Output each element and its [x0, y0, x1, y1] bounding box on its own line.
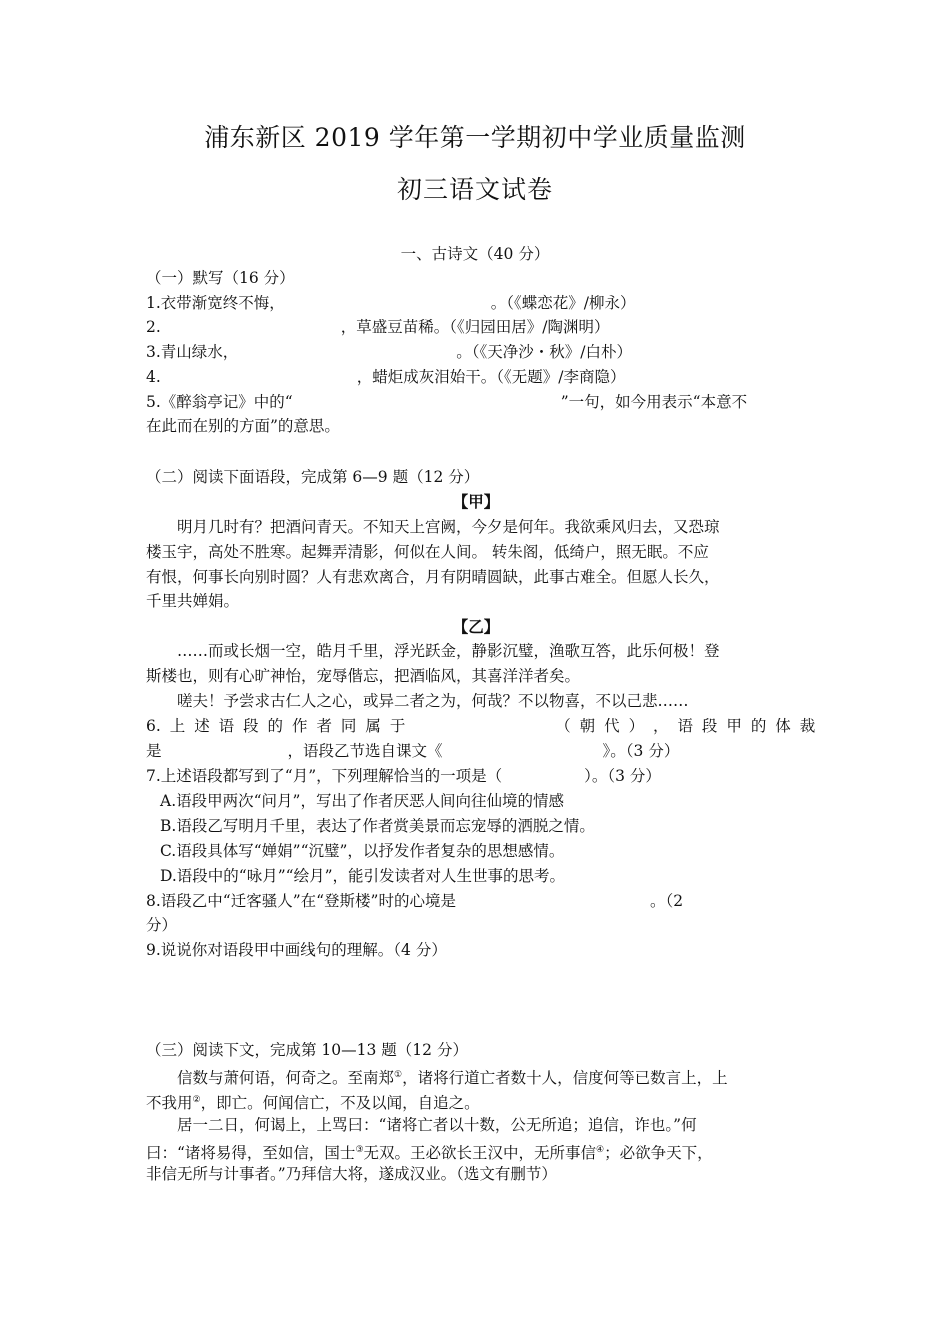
passage-jia-line: 千里共婵娟。 — [146, 592, 240, 610]
passage-yi-line: 嗟夫！予尝求古仁人之心，或异二者之为，何哉？不以物喜，不以己悲…… — [177, 692, 689, 710]
q6-text: 》。（3 分） — [602, 742, 680, 760]
q7-text: ）。（3 分） — [584, 767, 661, 785]
q6-text: 是 — [146, 742, 162, 760]
q4-text-b: ，蜡炬成灰泪始干。（《无题》/李商隐） — [356, 368, 626, 386]
q6-char: 的 — [267, 717, 284, 735]
passage-text: 信数与萧何语，何奇之。至南郑 — [177, 1069, 395, 1088]
question-5 — [146, 392, 806, 412]
q4-text-a: 4. — [146, 368, 161, 386]
passage-text: ；必欲争天下， — [604, 1144, 713, 1163]
passage-jia-label: 【甲】 — [452, 492, 500, 511]
passage-line: 居一二日，何谒上，上骂曰：“诸将亡者以十数，公无所追；追信，诈也。”何 — [177, 1116, 697, 1134]
passage-line — [146, 1090, 806, 1113]
q6-char: 的 — [750, 717, 767, 735]
q7-option: A.语段甲两次“问月”，写出了作者厌恶人间向往仙境的情感 — [160, 792, 564, 810]
footnote-marker: ③ — [355, 1145, 364, 1155]
passage-text: ，诸将行道亡者数十人，信度何等已数言上，上 — [402, 1069, 728, 1088]
passage-yi-line: 斯楼也，则有心旷神怡，宠辱偕忘，把酒临风，其喜洋洋者矣。 — [146, 667, 581, 685]
q1-text-b: 。（《蝶恋花》/柳永） — [490, 294, 636, 312]
q6-char: 段 — [243, 717, 259, 735]
q7-option: B.语段乙写明月千里，表达了作者赏美景而忘宠辱的洒脱之情。 — [160, 817, 595, 835]
q6-char: 甲 — [726, 717, 742, 735]
question-4 — [146, 367, 806, 387]
passage-jia-line: 有恨，何事长向别时圆？人有悲欢离合，月有阴晴圆缺，此事古难全。但愿人长久， — [146, 568, 720, 586]
q6-char: 语 — [677, 717, 693, 735]
q6-text: ，语段乙节选自课文《 — [287, 742, 443, 760]
q6-char: 者 — [316, 717, 332, 735]
q6-char: 上 — [169, 717, 186, 735]
exam-subtitle: 初三语文试卷 — [396, 175, 553, 204]
passage-text: ，即亡。何闻信亡，不及以闻，自追之。 — [200, 1094, 480, 1113]
question-2 — [146, 317, 806, 337]
q8-text: 。（2 — [650, 892, 684, 910]
q5-text-b: ”一句，如今用表示“本意不 — [560, 393, 748, 411]
q6-char: 裁 — [799, 717, 816, 735]
q6-char: 于 — [389, 717, 406, 735]
q6-char: 语 — [218, 717, 235, 735]
question-6 — [146, 716, 816, 736]
passage-jia-line: 楼玉宇，高处不胜寒。起舞弄清影，何似在人间。 转朱阁，低绮户，照无眠。不应 — [146, 543, 709, 561]
passage-line — [146, 1065, 806, 1088]
question-8-cont: 分） — [146, 916, 178, 934]
q6-char: 6. — [146, 717, 161, 735]
section-heading: 一、古诗文（40 分） — [400, 245, 550, 263]
question-5-cont: 在此而在别的方面”的意思。 — [146, 417, 340, 435]
passage-line — [146, 1140, 806, 1163]
q6-char: 代 — [604, 717, 620, 735]
footnote-marker: ④ — [596, 1145, 605, 1155]
q2-text-a: 2. — [146, 318, 161, 336]
passage-yi-label: 【乙】 — [452, 617, 500, 636]
question-9: 9.说说你对语段甲中画线句的理解。（4 分） — [146, 941, 447, 959]
q2-text-b: ，草盛豆苗稀。（《归园田居》/陶渊明） — [340, 318, 610, 336]
part1-heading: （一）默写（16 分） — [146, 269, 295, 287]
exam-title: 浦东新区 2019 学年第一学期初中学业质量监测 — [204, 123, 746, 152]
question-7 — [146, 766, 806, 786]
q6-char: ， — [653, 717, 669, 735]
footnote-marker: ① — [394, 1070, 403, 1080]
footnote-marker: ② — [192, 1095, 201, 1105]
passage-jia-line: 明月几时有？把酒问青天。不知天上宫阙，今夕是何年。我欲乘风归去，又恐琼 — [177, 518, 720, 536]
q6-char: 体 — [775, 717, 791, 735]
question-1 — [146, 293, 806, 313]
q7-text: 7.上述语段都写到了“月”，下列理解恰当的一项是（ — [146, 767, 503, 785]
q8-text: 8.语段乙中“迁客骚人”在“登斯楼”时的心境是 — [146, 892, 456, 910]
passage-yi-line: ……而或长烟一空，皓月千里，浮光跃金，静影沉璧，渔歌互答，此乐何极！登 — [177, 642, 720, 660]
q7-option: D.语段中的“咏月”“绘月”，能引发读者对人生世事的思考。 — [160, 867, 565, 885]
q3-text-a: 3.青山绿水， — [146, 343, 239, 361]
q6-char: 属 — [365, 717, 381, 735]
q6-char: 段 — [701, 717, 718, 735]
question-8 — [146, 891, 806, 911]
q6-char: 同 — [340, 717, 357, 735]
passage-text: 无双。王必欲长王汉中，无所事信 — [363, 1144, 597, 1163]
q6-char: （ — [555, 717, 571, 735]
q6-char: 述 — [194, 717, 210, 735]
passage-text: 不我用 — [146, 1094, 193, 1113]
q6-char: ） — [628, 717, 645, 735]
part2-heading: （二）阅读下面语段，完成第 6—9 题（12 分） — [146, 468, 480, 486]
part3-heading: （三）阅读下文，完成第 10—13 题（12 分） — [146, 1041, 468, 1059]
q6-char: 朝 — [579, 717, 596, 735]
question-6-cont — [146, 741, 806, 761]
q6-char: 作 — [292, 717, 308, 735]
passage-line: 非信无所与计事者。”乃拜信大将，遂成汉业。（选文有删节） — [146, 1165, 557, 1183]
q3-text-b: 。（《天净沙・秋》/白朴） — [456, 343, 633, 361]
passage-text: 曰：“诸将易得，至如信，国士 — [146, 1144, 356, 1163]
q7-option: C.语段具体写“婵娟”“沉璧”，以抒发作者复杂的思想感情。 — [160, 842, 565, 860]
q1-text-a: 1.衣带渐宽终不悔， — [146, 294, 285, 312]
question-3 — [146, 342, 806, 362]
q5-text-a: 5.《醉翁亭记》中的“ — [146, 393, 293, 411]
